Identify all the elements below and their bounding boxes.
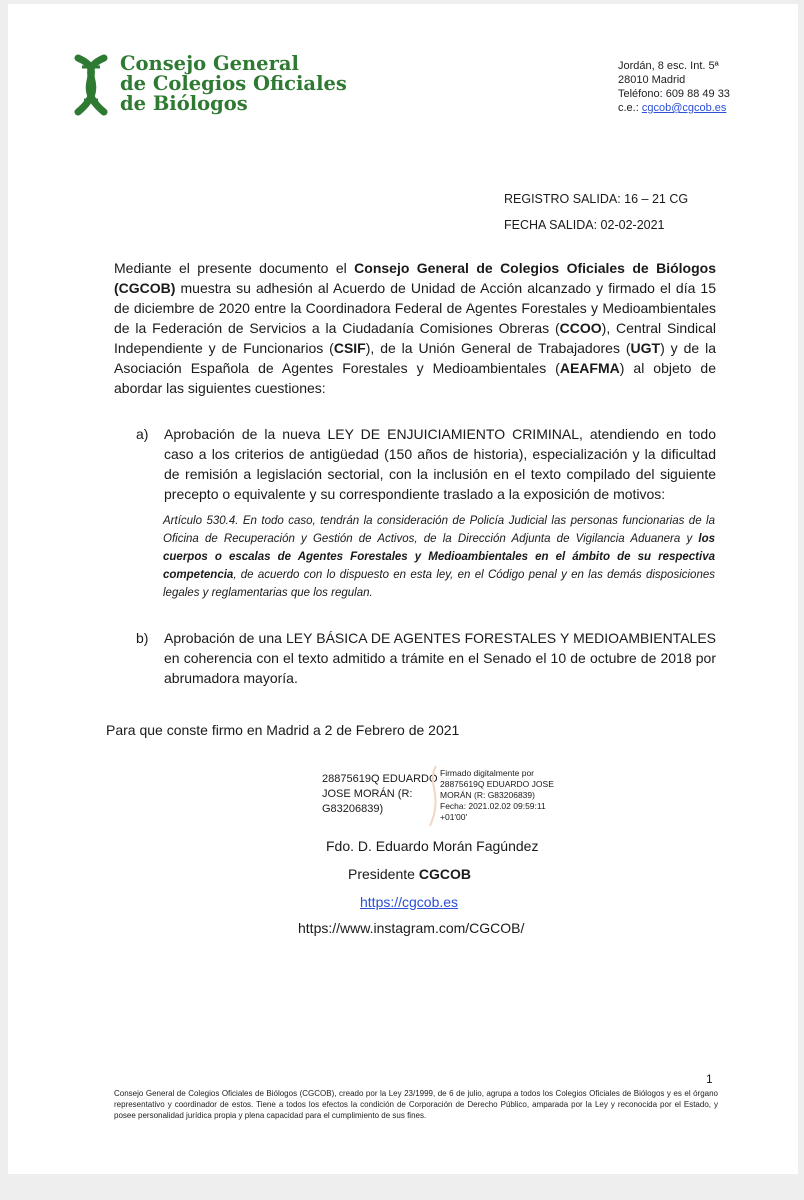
- article-quote: Artículo 530.4. En todo caso, tendrán la consideración de Policía Judicial las personas funcionarias de la Oficina de Recuperación y Gestión de Activos, de la Dirección Adjunta de Vigilancia Aduanera y los cuerpos o escalas de Agentes Forestales y Medioambientales en el ámbito de su respectiva competencia, de acuerdo con lo dispuesto en esta ley, en el Código penal y en las demás disposiciones legales y reglamentarias que los regulan.: [163, 515, 715, 599]
- intro-paragraph: Mediante el presente documento el Consejo General de Colegios Oficiales de Biólogos (CGCOB) muestra su adhesión al Acuerdo de Unidad de Acción alcanzado y firmado el día 15 de diciembre de 2020 entre la Coordinadora Federal de Agentes Forestales y Medioambientales de la Federación de Servicios a la Ciudadanía Comisiones Obreras (CCOO), Central Sindical Independiente y de Funcionarios (CSIF), de la Unión General de Trabajadores (UGT) y de la Asociación Española de Agentes Forestales y Medioambientales (AEAFMA) al objeto de abordar las siguientes cuestiones:: [114, 260, 717, 396]
- item-b-text: Aprobación de una LEY BÁSICA DE AGENTES FORESTALES Y MEDIOAMBIENTALES en coherencia con el texto admitido a trámite en el Senado el 10 de octubre de 2018 por abrumadora mayoría.: [164, 630, 716, 686]
- signer-role: Presidente CGCOB: [348, 866, 471, 882]
- dna-helix-logo-icon: [60, 54, 122, 116]
- page-number: 1: [706, 1072, 713, 1086]
- contact-block: [618, 59, 730, 115]
- fecha-salida: FECHA SALIDA: 02-02-2021: [504, 218, 665, 232]
- item-a-text: Aprobación de la nueva LEY DE ENJUICIAMIENTO CRIMINAL, atendiendo en todo caso a los criterios de antigüedad (150 años de historia), especialización y la dificultad de remisión a legislación sectorial, con la inclusión en el texto compilado del siguiente precepto o equivalente y su correspondiente traslado a la exposición de motivos:: [164, 426, 716, 502]
- address-line2: 28010 Madrid: [618, 74, 686, 86]
- document-page: [8, 4, 798, 1174]
- item-a-marker: a): [136, 426, 149, 442]
- signer-name: Fdo. D. Eduardo Morán Fagúndez: [326, 838, 539, 854]
- email-label: c.e.:: [618, 102, 642, 114]
- organization-name: [120, 54, 347, 114]
- footer-note: Consejo General de Colegios Oficiales de Biólogos (CGCOB), creado por la Ley 23/1999, de 6 de julio, agrupa a todos los Colegios Oficiales de Biólogos y es el órgano representativo y coordinador de estos. Tiene a todos los efectos la condición de Corporación de Derecho Público, amparada por la Ley y reconocida por el Estado, y posee personalidad jurídica propia y plena capacidad para el cumplimiento de sus fines.: [114, 1089, 718, 1120]
- email-link[interactable]: cgcob@cgcob.es: [641, 102, 727, 114]
- registro-salida: REGISTRO SALIDA: 16 – 21 CG: [504, 192, 689, 206]
- website-link[interactable]: https://cgcob.es: [360, 894, 459, 910]
- org-name-line1: Consejo General: [120, 52, 299, 75]
- instagram-link[interactable]: https://www.instagram.com/CGCOB/: [298, 920, 525, 936]
- phone: Teléfono: 609 88 49 33: [618, 88, 730, 100]
- address-line1: Jordán, 8 esc. Int. 5ª: [618, 60, 719, 72]
- org-name-line3: de Biólogos: [120, 92, 248, 115]
- signature-name: 28875619Q EDUARDO JOSE MORÁN (R: G83206839): [322, 773, 438, 815]
- item-b-marker: b): [136, 630, 149, 646]
- org-name-line2: de Colegios Oficiales: [120, 72, 347, 95]
- digital-signature-stamp: Firmado digitalmente por 28875619Q EDUARDO JOSE MORÁN (R: G83206839) Fecha: 2021.02.02 09:59:11 +01'00': [440, 768, 554, 822]
- closing-line: Para que conste firmo en Madrid a 2 de Febrero de 2021: [106, 722, 460, 738]
